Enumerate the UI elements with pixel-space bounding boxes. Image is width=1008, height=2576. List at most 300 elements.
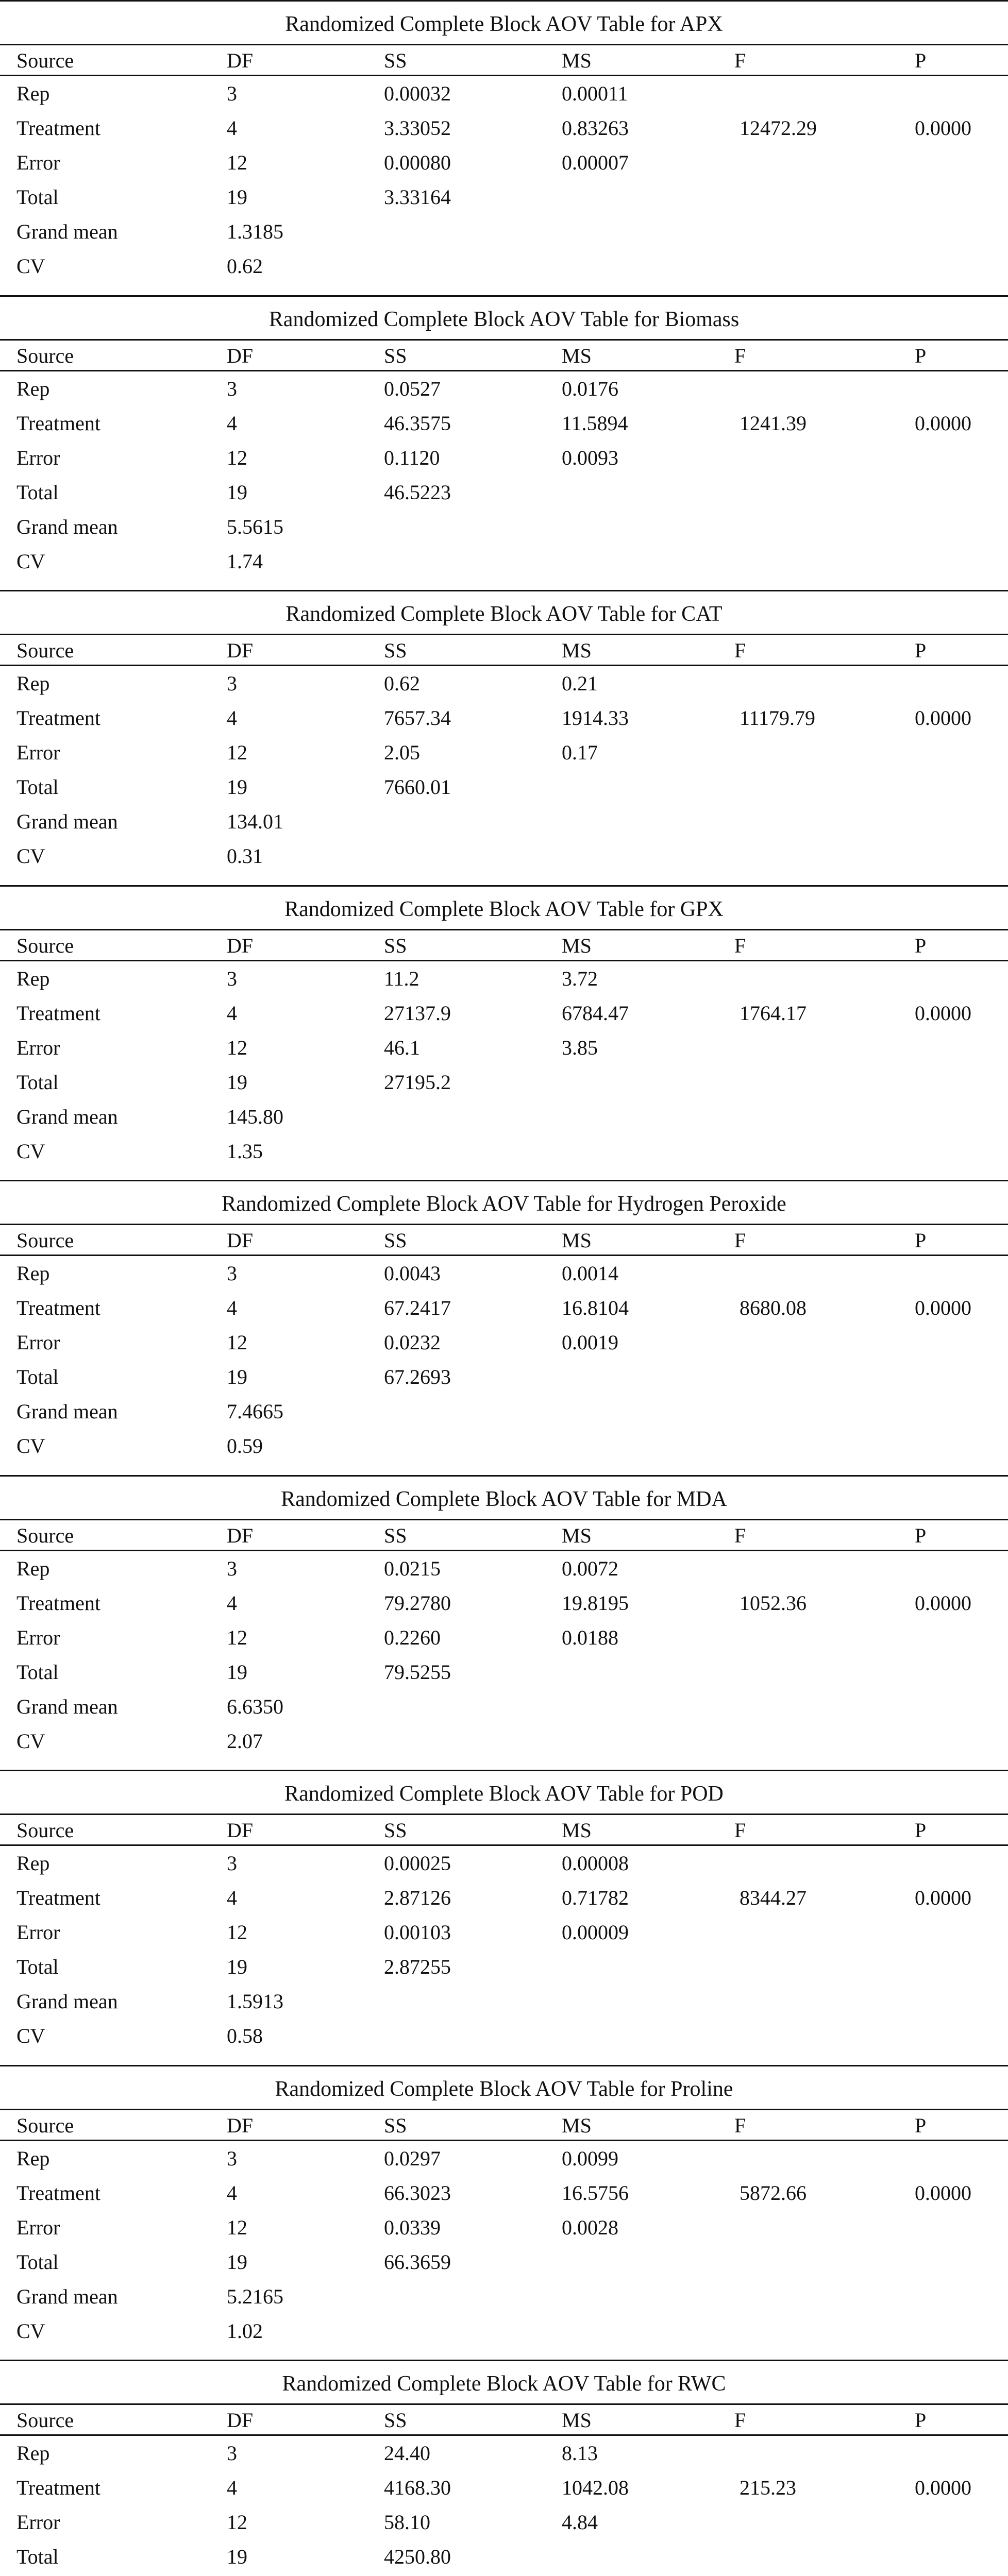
cell-df: 6.6350 [227,1694,283,1718]
cell-source: CV [16,2319,45,2343]
cell-p: 0.0000 [915,1591,971,1615]
column-header-f: F [734,2409,746,2432]
cell-df: 1.74 [227,549,263,573]
cell-ss: 58.10 [384,2511,430,2534]
cell-source: Rep [16,1556,50,1580]
aov-table-title: Randomized Complete Block AOV Table for GPX [0,885,1008,930]
cell-source: Error [16,1331,60,1354]
cell-ms: 8.13 [562,2442,598,2465]
table-row-error [0,1915,1008,1950]
cell-df: 12 [227,446,247,469]
cell-df: 1.5913 [227,1990,283,2013]
cell-df: 3 [227,672,237,695]
cell-ss: 7660.01 [384,775,451,799]
cell-df: 12 [227,741,247,764]
cell-df: 19 [227,1660,247,1684]
table-row-rep [0,371,1008,406]
table-row-treatment [0,1586,1008,1620]
table-row-total [0,1655,1008,1689]
cell-ms: 0.00008 [562,1852,629,1875]
cell-f: 215.23 [740,2476,796,2499]
column-header-row [0,1815,1008,1846]
table-row-rep [0,1551,1008,1586]
cell-ss: 27137.9 [384,1001,451,1025]
table-row-total [0,180,1008,214]
cell-df: 134.01 [227,810,283,833]
column-header-f: F [734,49,746,72]
column-header-source: Source [16,934,74,957]
cell-f: 1052.36 [740,1591,807,1615]
cell-ms: 0.0072 [562,1556,618,1580]
cell-source: Treatment [16,411,100,435]
cell-ms: 0.0014 [562,1262,618,1285]
aov-table-section [0,295,1008,590]
cell-ss: 11.2 [384,967,419,990]
table-row-treatment [0,701,1008,735]
cell-source: Rep [16,672,50,695]
cell-df: 3 [227,1852,237,1875]
column-header-ss: SS [384,49,407,72]
cell-ms: 16.5756 [562,2181,629,2205]
cell-ss: 0.1120 [384,446,440,469]
cell-df: 3 [227,1556,237,1580]
table-row-total [0,2539,1008,2574]
cell-df: 19 [227,185,247,209]
cell-ms: 0.21 [562,672,598,695]
cell-df: 4 [227,1001,237,1025]
cell-ss: 46.1 [384,1036,420,1059]
column-header-ss: SS [384,1819,407,1842]
cell-f: 1241.39 [740,411,807,435]
cell-ss: 0.0527 [384,377,441,400]
column-header-ss: SS [384,2409,407,2432]
cell-ms: 16.8104 [562,1296,629,1319]
column-header-df: DF [227,639,254,662]
cell-ms: 4.84 [562,2511,598,2534]
cell-ss: 4168.30 [384,2476,451,2499]
column-header-source: Source [16,1819,74,1842]
cell-df: 1.02 [227,2319,263,2343]
column-header-ms: MS [562,639,592,662]
cell-df: 19 [227,2545,247,2568]
cell-ms: 11.5894 [562,411,628,435]
column-header-source: Source [16,344,74,367]
cell-df: 19 [227,1365,247,1388]
table-row-total [0,2245,1008,2279]
aov-table-section [0,0,1008,295]
cell-source: Treatment [16,1886,100,1909]
aov-table-section [0,1180,1008,1475]
aov-table-section [0,1475,1008,1770]
cell-ms: 0.00009 [562,1921,629,1944]
table-row-cv [0,249,1008,283]
cell-source: CV [16,1729,45,1753]
column-header-f: F [734,934,746,957]
cell-ms: 3.85 [562,1036,598,1059]
column-header-ss: SS [384,1229,407,1252]
cell-source: Error [16,1625,60,1649]
table-row-grand-mean [0,1984,1008,2019]
table-row-total [0,1360,1008,1394]
cell-f: 8344.27 [740,1886,807,1909]
cell-source: CV [16,844,45,868]
cell-source: Treatment [16,1001,100,1025]
table-row-error [0,145,1008,180]
table-row-treatment [0,2470,1008,2505]
cell-source: CV [16,549,45,573]
table-row-error [0,2505,1008,2539]
cell-ss: 67.2693 [384,1365,451,1388]
column-header-ms: MS [562,49,592,72]
cell-ms: 0.0176 [562,377,618,400]
column-header-df: DF [227,2409,254,2432]
cell-df: 3 [227,2146,237,2170]
cell-source: Error [16,2215,60,2239]
cell-ss: 66.3659 [384,2250,451,2274]
column-header-f: F [734,344,746,367]
aov-table-section [0,2360,1008,2576]
column-header-source: Source [16,2409,74,2432]
cell-ss: 66.3023 [384,2181,451,2205]
cell-df: 12 [227,1036,247,1059]
column-header-ms: MS [562,934,592,957]
cell-source [16,2574,118,2576]
table-row-grand-mean [0,804,1008,839]
table-row-rep [0,2141,1008,2176]
table-row-error [0,440,1008,475]
column-header-p: P [915,2409,927,2432]
cell-source: Treatment [16,1591,100,1615]
cell-df: 4 [227,1296,237,1319]
cell-df: 7.4665 [227,1400,283,1423]
cell-df: 2.07 [227,1729,263,1753]
cell-ss: 24.40 [384,2442,430,2465]
column-header-ms: MS [562,2113,592,2137]
cell-ss: 7657.34 [384,706,451,730]
cell-df: 0.59 [227,1434,263,1458]
cell-ms: 0.71782 [562,1886,629,1909]
cell-ms: 0.00007 [562,151,629,174]
cell-ss: 2.87126 [384,1886,451,1909]
table-row-grand-mean [0,510,1008,544]
table-row-rep [0,666,1008,701]
table-row-cv [0,2019,1008,2053]
cell-source: Grand mean [16,515,118,538]
cell-ms: 0.83263 [562,116,629,140]
cell-ss: 0.0339 [384,2215,441,2239]
cell-ss: 2.87255 [384,1955,451,1978]
cell-ss: 0.0215 [384,1556,441,1580]
column-header-f: F [734,1229,746,1252]
aov-table-section [0,2065,1008,2360]
aov-table-section [0,590,1008,885]
column-header-source: Source [16,2113,74,2137]
cell-source: Grand mean [16,1694,118,1718]
table-row-error [0,735,1008,770]
table-row-grand-mean [0,2279,1008,2314]
cell-source: Rep [16,2146,50,2170]
cell-ms: 3.72 [562,967,598,990]
cell-df: 3 [227,967,237,990]
cell-ss: 0.00025 [384,1852,451,1875]
aov-table-title: Randomized Complete Block AOV Table for Proline [0,2065,1008,2110]
column-header-row [0,341,1008,371]
cell-f: 8680.08 [740,1296,807,1319]
table-row-cv [0,1724,1008,1758]
column-header-f: F [734,1523,746,1547]
cell-ss: 46.3575 [384,411,451,435]
table-row-treatment [0,406,1008,440]
aov-table-title: Randomized Complete Block AOV Table for POD [0,1770,1008,1815]
column-header-ss: SS [384,344,407,367]
table-row-grand-mean [0,2574,1008,2576]
cell-ss: 79.5255 [384,1660,451,1684]
table-row-error [0,1325,1008,1360]
table-row-error [0,1620,1008,1655]
aov-table-title: Randomized Complete Block AOV Table for RWC [0,2360,1008,2405]
cell-df: 19 [227,775,247,799]
table-row-cv [0,1134,1008,1168]
cell-ss: 3.33164 [384,185,451,209]
cell-source: Total [16,1365,59,1388]
cell-df: 3 [227,2442,237,2465]
cell-source: Grand mean [16,1105,118,1128]
aov-table-title: Randomized Complete Block AOV Table for APX [0,0,1008,45]
cell-ms: 19.8195 [562,1591,629,1615]
aov-table-title: Randomized Complete Block AOV Table for CAT [0,590,1008,635]
cell-df: 12 [227,151,247,174]
table-row-error [0,2210,1008,2245]
column-header-df: DF [227,934,254,957]
column-header-row [0,635,1008,666]
column-header-ms: MS [562,1229,592,1252]
cell-df: 12 [227,1625,247,1649]
cell-df: 3 [227,377,237,400]
cell-ms: 0.0019 [562,1331,618,1354]
column-header-p: P [915,2113,927,2137]
cell-source: Total [16,1660,59,1684]
cell-source: Treatment [16,2476,100,2499]
table-row-rep [0,1256,1008,1291]
column-header-p: P [915,1523,927,1547]
column-header-row [0,2110,1008,2141]
column-header-f: F [734,639,746,662]
cell-df: 4 [227,411,237,435]
cell-source: Total [16,1955,59,1978]
column-header-p: P [915,1819,927,1842]
cell-df: 3 [227,82,237,105]
column-header-p: P [915,639,927,662]
cell-source: Treatment [16,1296,100,1319]
cell-p: 0.0000 [915,2181,971,2205]
cell-df: 19 [227,480,247,504]
cell-ss: 0.2260 [384,1625,441,1649]
column-header-ms: MS [562,344,592,367]
cell-df: 4 [227,2476,237,2499]
column-header-ms: MS [562,1523,592,1547]
cell-p: 0.0000 [915,706,971,730]
cell-source: Total [16,2545,59,2568]
column-header-ss: SS [384,1523,407,1547]
table-row-treatment [0,1291,1008,1325]
column-header-row [0,45,1008,76]
table-row-rep [0,1846,1008,1880]
cell-ss: 0.0043 [384,1262,441,1285]
cell-ms: 0.0188 [562,1625,618,1649]
cell-source: Total [16,1070,59,1094]
cell-ms: 0.17 [562,741,598,764]
cell-source: Grand mean [16,810,118,833]
cell-source: Rep [16,2442,50,2465]
cell-p: 0.0000 [915,1886,971,1909]
cell-df: 4 [227,1886,237,1909]
column-header-p: P [915,934,927,957]
cell-df: 19 [227,1955,247,1978]
cell-source: CV [16,1434,45,1458]
cell-df: 12 [227,1921,247,1944]
column-header-ss: SS [384,934,407,957]
column-header-df: DF [227,49,254,72]
cell-f: 5872.66 [740,2181,807,2205]
cell-source: Rep [16,377,50,400]
cell-ms: 0.0028 [562,2215,618,2239]
cell-df: 0.62 [227,255,263,278]
cell-source: Error [16,741,60,764]
cell-ms: 0.0099 [562,2146,618,2170]
cell-ms: 1042.08 [562,2476,629,2499]
table-row-rep [0,961,1008,996]
column-header-row [0,1520,1008,1551]
table-row-grand-mean [0,1394,1008,1429]
cell-source: Total [16,2250,59,2274]
cell-ss: 0.00103 [384,1921,451,1944]
table-row-total [0,1065,1008,1099]
cell-p: 0.0000 [915,1296,971,1319]
cell-ss: 0.0232 [384,1331,441,1354]
cell-df: 5.2165 [227,2284,283,2308]
table-row-rep [0,76,1008,111]
aov-table-title: Randomized Complete Block AOV Table for MDA [0,1475,1008,1520]
column-header-source: Source [16,1229,74,1252]
cell-ss: 46.5223 [384,480,451,504]
cell-p: 0.0000 [915,1001,971,1025]
table-row-treatment [0,996,1008,1030]
table-row-error [0,1030,1008,1065]
cell-ms: 1914.33 [562,706,629,730]
cell-source: Error [16,446,60,469]
cell-df: 4 [227,1591,237,1615]
cell-source: Grand mean [16,1990,118,2013]
column-header-f: F [734,2113,746,2137]
cell-ss: 0.00032 [384,82,451,105]
table-row-total [0,475,1008,510]
cell-df: 19 [227,1070,247,1094]
cell-df: 1.3185 [227,220,283,243]
column-header-f: F [734,1819,746,1842]
cell-source: CV [16,255,45,278]
column-header-df: DF [227,1229,254,1252]
cell-ss: 27195.2 [384,1070,451,1094]
table-row-rep [0,2436,1008,2470]
cell-df [227,2574,283,2576]
cell-df: 5.5615 [227,515,283,538]
cell-source: CV [16,2024,45,2047]
cell-source: Grand mean [16,220,118,243]
column-header-ms: MS [562,2409,592,2432]
cell-f: 1764.17 [740,1001,807,1025]
cell-df: 12 [227,2215,247,2239]
cell-p: 0.0000 [915,116,971,140]
cell-df: 3 [227,1262,237,1285]
column-header-df: DF [227,2113,254,2137]
cell-df: 0.31 [227,844,263,868]
column-header-row [0,2405,1008,2436]
cell-p: 0.0000 [915,2476,971,2499]
cell-source: Rep [16,1262,50,1285]
cell-df: 12 [227,1331,247,1354]
column-header-ss: SS [384,2113,407,2137]
cell-df: 12 [227,2511,247,2534]
table-row-treatment [0,1880,1008,1915]
cell-source: Rep [16,1852,50,1875]
table-row-cv [0,544,1008,579]
aov-table-section [0,1770,1008,2065]
cell-ss: 4250.80 [384,2545,451,2568]
aov-table-title: Randomized Complete Block AOV Table for Biomass [0,295,1008,341]
cell-ms: 0.00011 [562,82,628,105]
cell-df: 145.80 [227,1105,283,1128]
cell-ms: 0.0093 [562,446,618,469]
column-header-df: DF [227,1523,254,1547]
table-row-grand-mean [0,1099,1008,1134]
column-header-df: DF [227,1819,254,1842]
cell-source: CV [16,1139,45,1163]
cell-source: Treatment [16,2181,100,2205]
cell-df: 1.35 [227,1139,263,1163]
cell-p: 0.0000 [915,411,971,435]
column-header-p: P [915,344,927,367]
column-header-row [0,930,1008,961]
aov-table-section [0,885,1008,1180]
cell-f: 11179.79 [740,706,816,730]
cell-ss: 67.2417 [384,1296,451,1319]
cell-ss: 0.0297 [384,2146,441,2170]
aov-table-title: Randomized Complete Block AOV Table for Hydrogen Peroxide [0,1180,1008,1225]
table-row-total [0,1950,1008,1984]
cell-source: Total [16,480,59,504]
cell-source: Grand mean [16,1400,118,1423]
table-row-treatment [0,2176,1008,2210]
cell-source: Error [16,2511,60,2534]
cell-source: Total [16,185,59,209]
cell-ms: 6784.47 [562,1001,629,1025]
cell-source: Rep [16,967,50,990]
cell-source: Error [16,1036,60,1059]
cell-f: 12472.29 [740,116,817,140]
column-header-ms: MS [562,1819,592,1842]
table-row-grand-mean [0,214,1008,249]
table-row-treatment [0,111,1008,145]
column-header-df: DF [227,344,254,367]
column-header-ss: SS [384,639,407,662]
table-row-cv [0,2314,1008,2348]
cell-ss: 3.33052 [384,116,451,140]
column-header-source: Source [16,1523,74,1547]
cell-source: Grand mean [16,2284,118,2308]
column-header-source: Source [16,49,74,72]
cell-source: Error [16,151,60,174]
table-row-grand-mean [0,1689,1008,1724]
